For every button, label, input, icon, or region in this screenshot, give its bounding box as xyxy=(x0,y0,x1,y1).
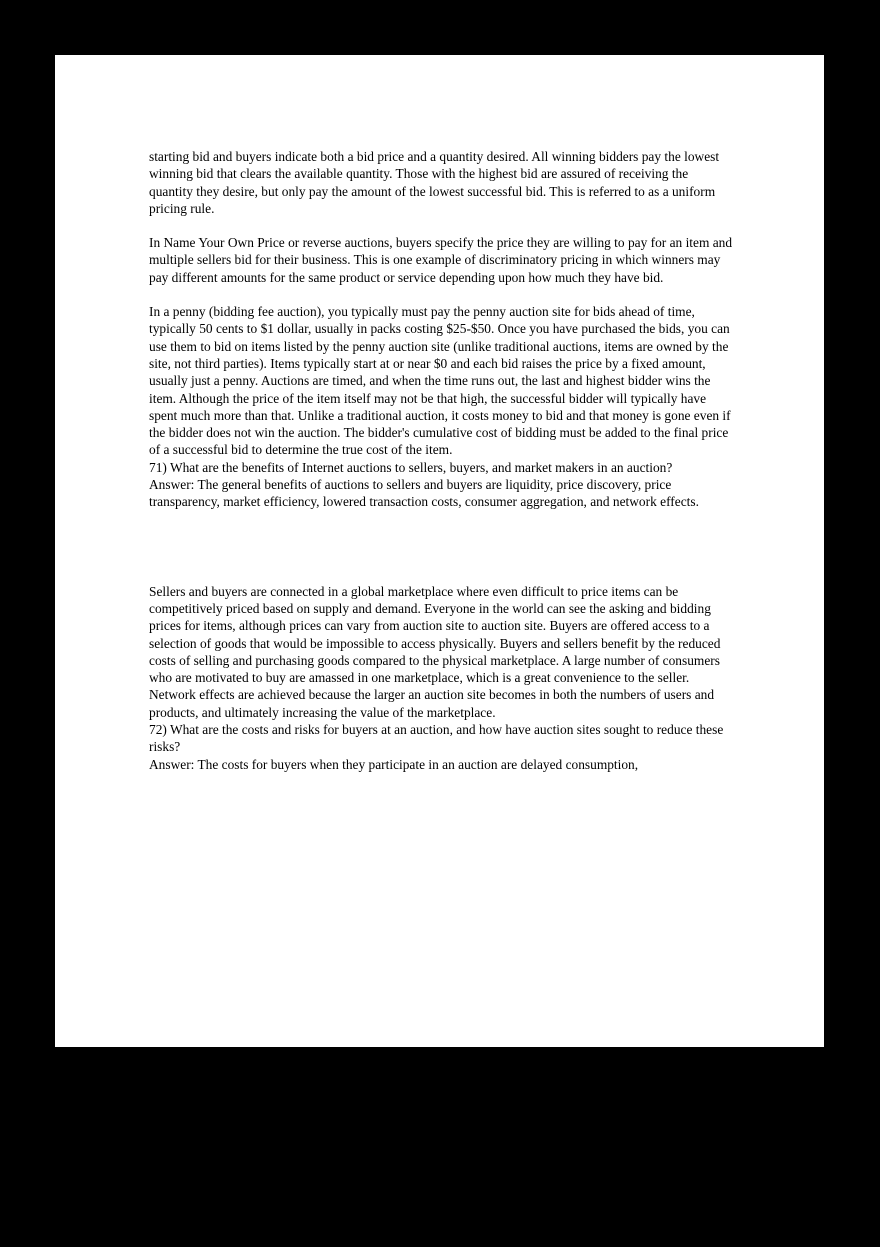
question-71-prompt: 71) What are the benefits of Internet auctions to sellers, buyers, and market makers in an auction? xyxy=(149,459,673,475)
question-72-prompt: 72) What are the costs and risks for buyers at an auction, and how have auction sites sought to reduce these risks? xyxy=(149,722,724,755)
paragraph-uniform-pricing: starting bid and buyers indicate both a bid price and a quantity desired. All winning bidders pay the lowest winning bid that clears the available quantity. Those with the highest bid are assured of receiving the quantity they desire, but only pay the amount of the lowest successful bid. This is referred to as a uniform pricing rule. xyxy=(149,149,720,216)
question-71-answer-continued: Sellers and buyers are connected in a global marketplace where even difficult to price items can be competitively priced based on supply and demand. Everyone in the world can see the asking and bidding prices for items, although prices can vary from auction site to auction site. Buyers are offered access to a selection of goods that would be impossible to access physically. Buyers and sellers benefit by the reduced costs of selling and purchasing goods compared to the physical marketplace. A large number of consumers who are motivated to buy are amassed in one marketplace, which is a great convenience to the seller. Network effects are achieved because the larger an auction site becomes in both the numbers of users and products, and ultimately increasing the value of the marketplace. xyxy=(149,583,721,720)
paragraph-name-your-own-price: In Name Your Own Price or reverse auctions, buyers specify the price they are willing to pay for an item and multiple sellers bid for their business. This is one example of discriminatory pricing in which winners may pay different amounts for the same product or service depending upon how much they have bid. xyxy=(149,235,733,285)
document-text-body xyxy=(149,148,733,773)
paragraph-penny-auction: In a penny (bidding fee auction), you typically must pay the penny auction site for bids ahead of time, typically 50 cents to $1 dollar, usually in packs costing $25-$50. Once you have purchased the bids, you can use them to bid on items listed by the penny auction site (unlike traditional auctions, items are owned by the site, not third parties). Items typically start at or near $0 and each bid raises the price by a fixed amount, usually just a penny. Auctions are timed, and when the time runs out, the last and highest bidder wins the item. Although the price of the item itself may not be that high, the successful bidder will typically have spent much more than that. Unlike a traditional auction, it costs money to bid and that money is gone even if the bidder does not win the auction. The bidder's cumulative cost of bidding must be added to the final price of a successful bid to determine the true cost of the item. xyxy=(149,304,731,458)
question-72-answer: Answer: The costs for buyers when they participate in an auction are delayed consumption, xyxy=(149,756,639,772)
question-71-answer: Answer: The general benefits of auctions to sellers and buyers are liquidity, price discovery, price transparency, market efficiency, lowered transaction costs, consumer aggregation, and network effects. xyxy=(149,477,699,510)
document-page xyxy=(55,55,824,1047)
